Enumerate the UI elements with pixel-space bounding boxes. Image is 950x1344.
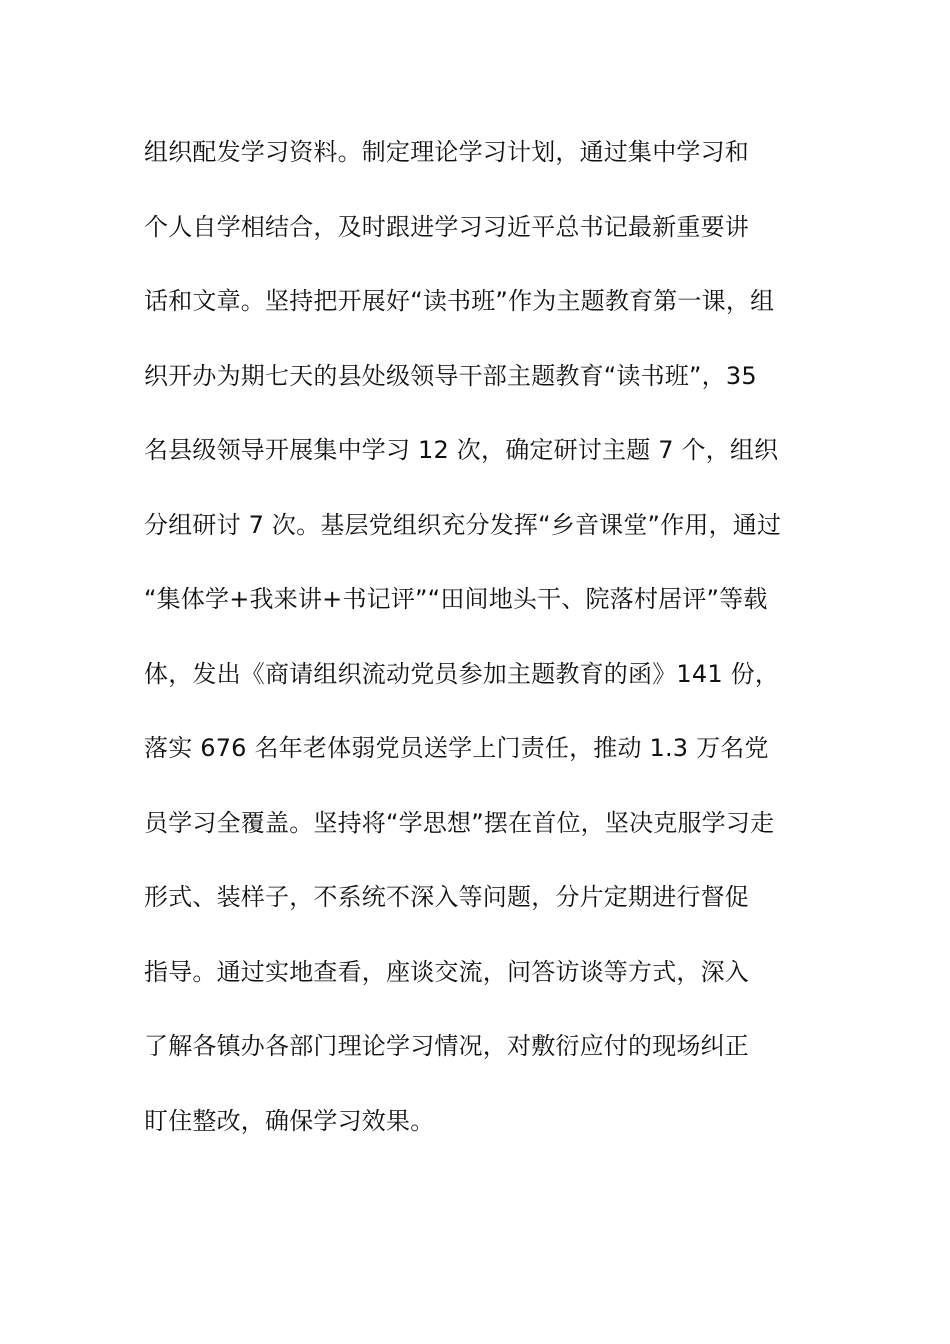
text-line: 落实 676 名年老体弱党员送学上门责任，推动 1.3 万名党	[144, 734, 769, 762]
text-line: 织开办为期七天的县处级领导干部主题教育“读书班”，35	[144, 361, 757, 390]
body-paragraph	[144, 130, 844, 1173]
text-line: 形式、装样子，不系统不深入等问题，分片定期进行督促	[144, 883, 749, 911]
text-line: 分组研讨 7 次。基层党组织充分发挥“乡音课堂”作用，通过	[144, 510, 782, 539]
text-line: 盯住整改，确保学习效果。	[144, 1106, 435, 1135]
text-line: “集体学+我来讲+书记评”“田间地头干、院落村居评”等载	[144, 585, 768, 613]
text-line: 了解各镇办各部门理论学习情况，对敷衍应付的现场纠正	[144, 1032, 749, 1060]
text-line: 指导。通过实地查看，座谈交流，问答访谈等方式，深入	[144, 957, 749, 986]
text-line: 个人自学相结合，及时跟进学习习近平总书记最新重要讲	[144, 212, 749, 241]
text-line: 名县级领导开展集中学习 12 次，确定研讨主题 7 个，组织	[144, 436, 779, 464]
text-line: 员学习全覆盖。坚持将“学思想”摆在首位，坚决克服学习走	[144, 808, 775, 837]
text-line: 体，发出《商请组织流动党员参加主题教育的函》141 份，	[144, 659, 780, 688]
text-line: 话和文章。坚持把开展好“读书班”作为主题教育第一课，组	[144, 287, 775, 315]
text-line: 组织配发学习资料。制定理论学习计划，通过集中学习和	[144, 138, 749, 166]
